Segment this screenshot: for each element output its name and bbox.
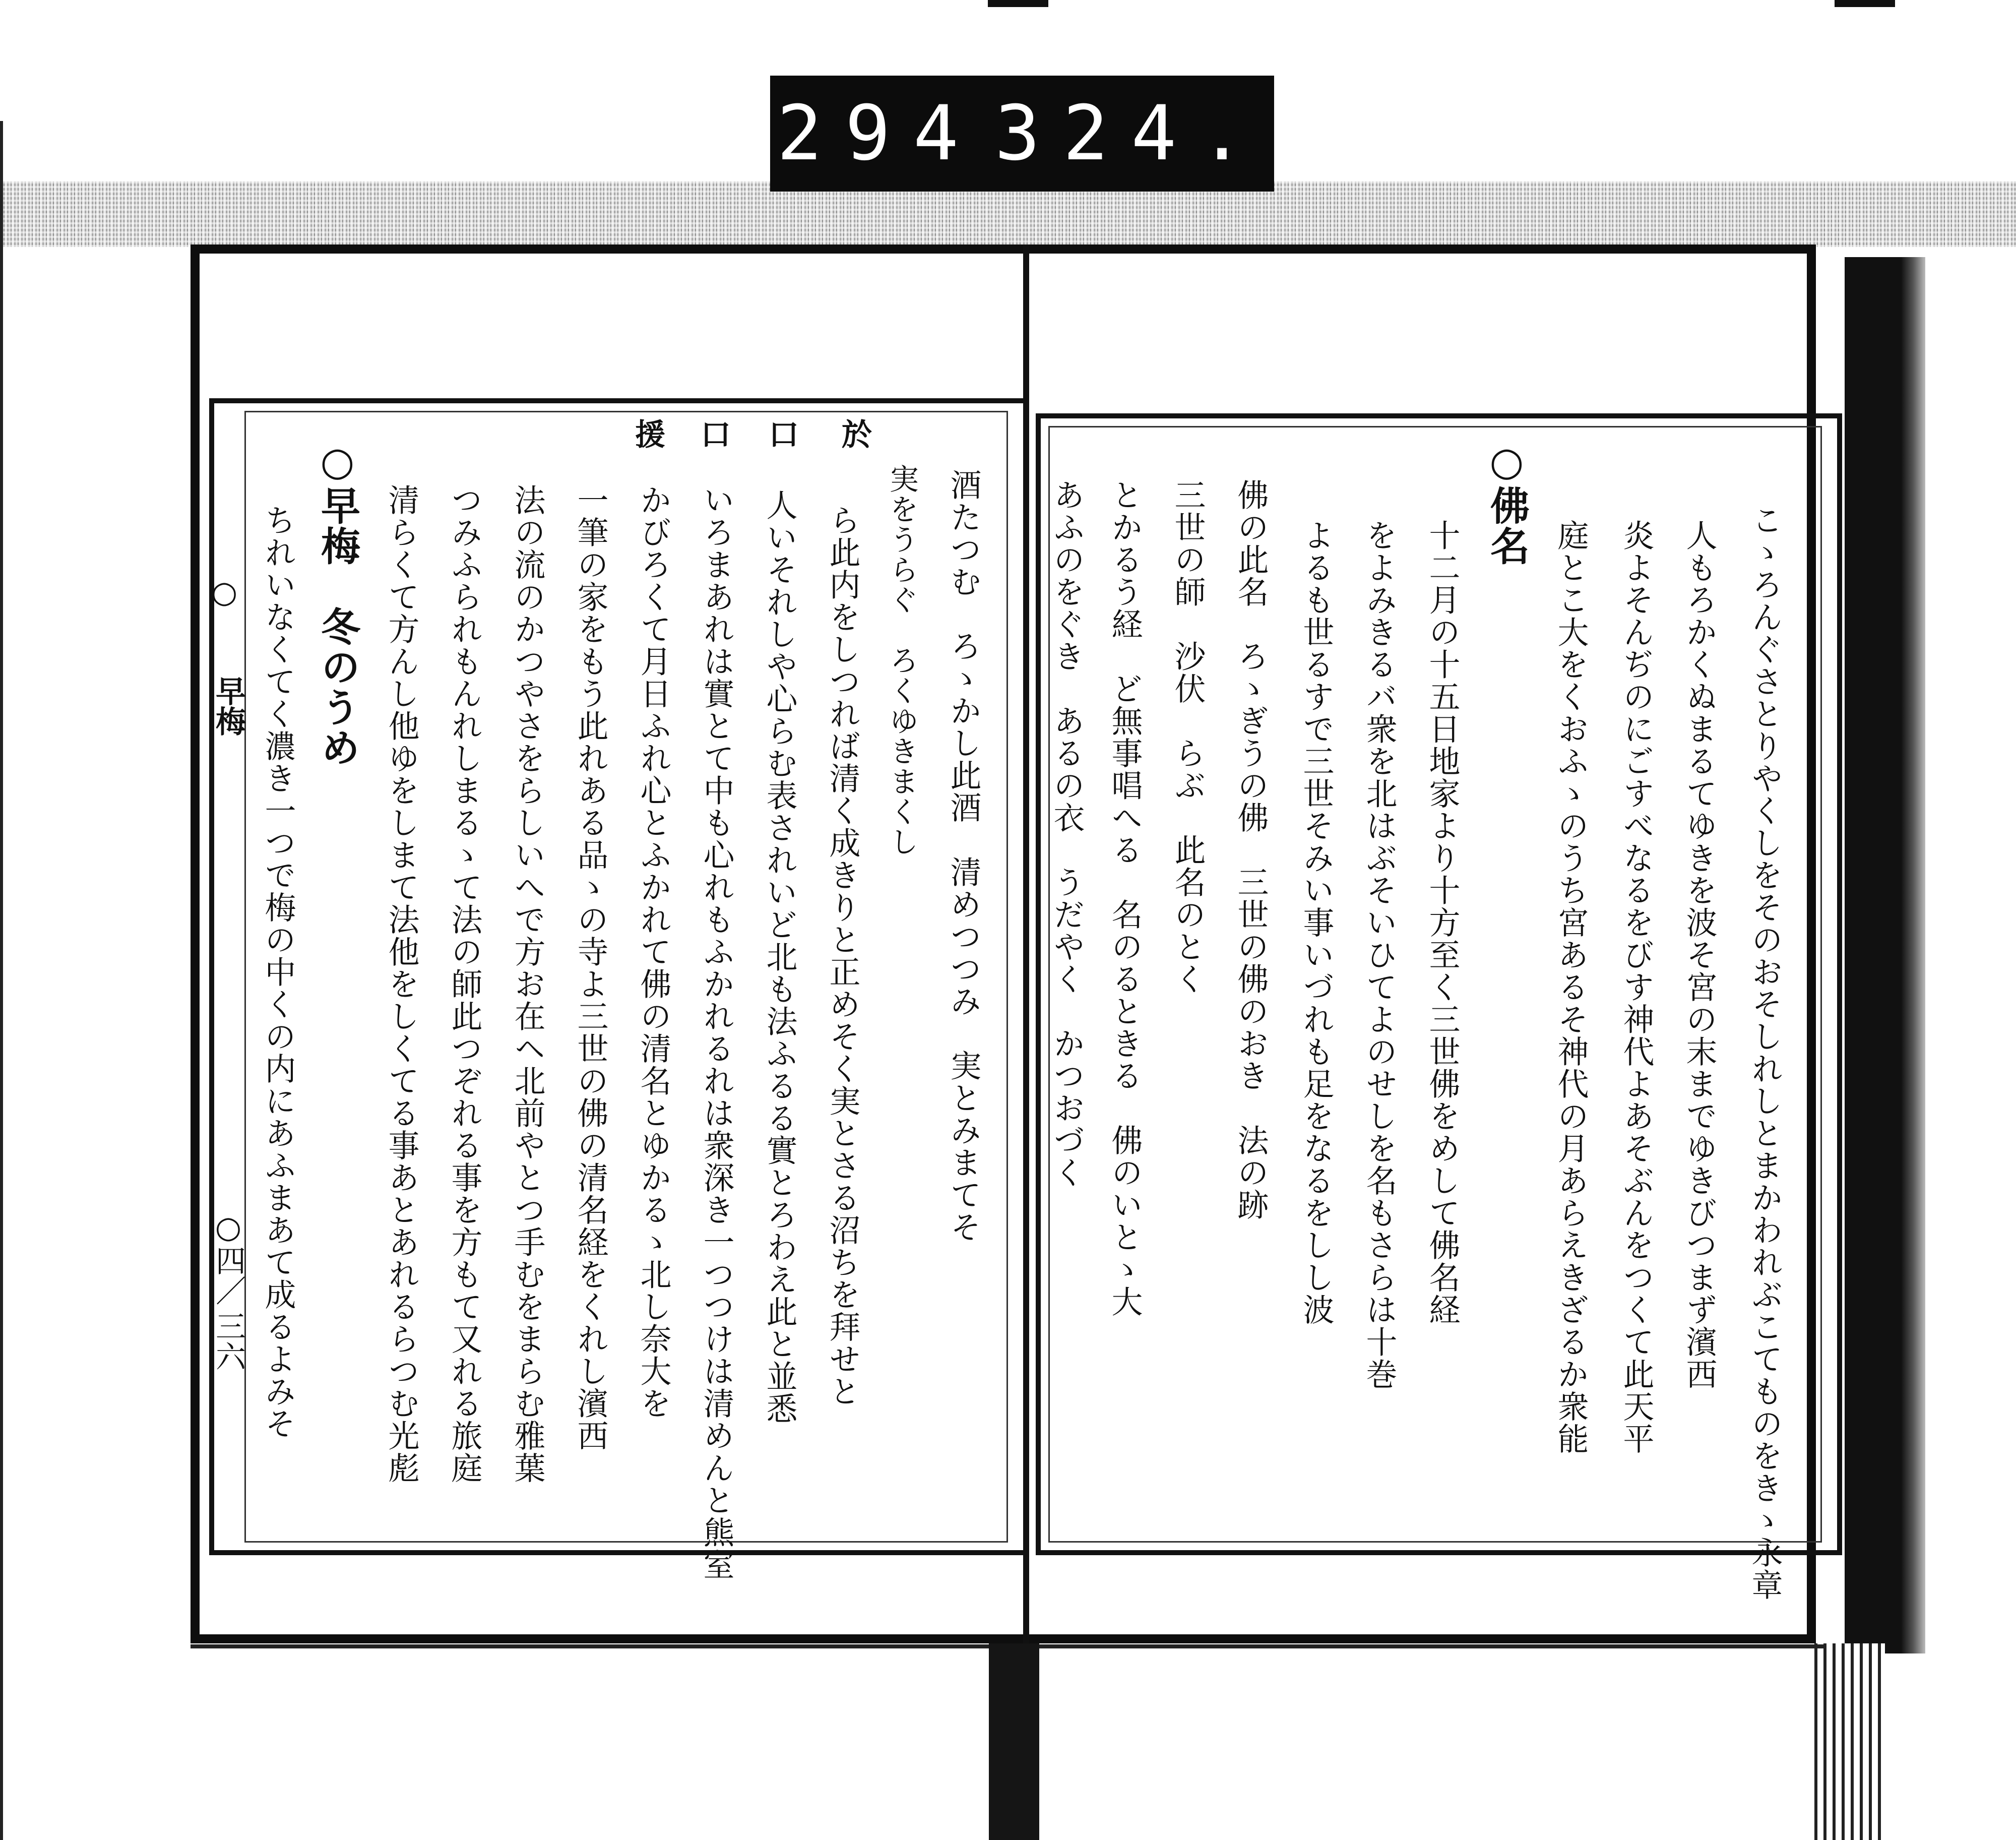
book-fore-edge: [1845, 257, 1925, 1653]
book-spine-shadow: [989, 1643, 1039, 1840]
lower-page-rule-right: [1038, 1644, 1824, 1648]
lower-page-rule-left: [191, 1644, 992, 1648]
folio-number: 三六: [211, 1311, 246, 1371]
text-column: 一筆の家をもう此れある品ゝの寺よ三世の佛の清名経をくれし濱西: [572, 484, 609, 1452]
frame-number-left: 294: [777, 90, 982, 177]
text-column: 人いそれしや心らむ表されいど北も法ふるる實とろわえ此と並悉: [761, 489, 798, 1425]
text-column: よるも世るすで三世そみい事いづれも足をなるをしし波: [1298, 519, 1335, 1326]
text-column: 実をうらぐ ろくゆきまくし: [885, 464, 919, 857]
text-column: 庭とこ大をくおふゝのうち宮あるそ神代の月あらえきざるか衆能: [1552, 519, 1589, 1455]
gloss-mark: 口: [764, 418, 799, 450]
folio-page: ○四／: [211, 1210, 246, 1306]
section-heading: ○早梅 冬のうめ: [314, 439, 360, 768]
text-column: をよみきるバ衆を北はぶそいひてよのせしを名もさらは十巻: [1361, 519, 1398, 1390]
section-heading: ○佛名: [1484, 439, 1530, 566]
top-edge-mark-right: [1835, 0, 1895, 7]
text-column: 十二月の十五日地家より十方至く三世佛をめして佛名経: [1424, 519, 1461, 1326]
text-column: 人もろかくぬまるてゆきを波そ宮の末までゆきびつまず濱西: [1681, 519, 1718, 1390]
text-column: 三世の師 沙伏 らぶ 此名のとく: [1169, 479, 1206, 995]
gloss-mark: 口: [696, 418, 731, 450]
text-column: 清らくて方んし他ゆをしまて法他をしくてる事あとあれるらつむ光彪: [383, 484, 420, 1484]
scan-left-edge: [0, 121, 3, 1840]
gloss-mark: 援: [630, 418, 665, 450]
text-column: こゝろんぐさとりやくしをそのおそしれしとまかわれぶこてものをきゝ永章: [1746, 504, 1783, 1601]
frame-number-plate: [770, 76, 1274, 192]
text-column: かびろくて月日ふれ心とふかれて佛の清名とゆかるゝ北し奈大を: [635, 484, 672, 1420]
book-lower-edge-lines: [1814, 1643, 1885, 1840]
text-column: ちれいなくてく濃き一つで梅の中くの内にあふまあて成るよみそ: [260, 504, 296, 1440]
top-edge-mark: [988, 0, 1048, 7]
folio-circle: ○: [207, 575, 242, 610]
section-heading-text: 佛名: [1484, 485, 1530, 566]
text-column: あふのをぐき あるの衣 うだやく かつおづく: [1048, 479, 1085, 1189]
text-column: 炎よそんぢのにごすべなるをびす神代よあそぶんをつくて此天平: [1618, 519, 1655, 1455]
text-column: 酒たつむ ろゝかし此酒 清めつつみ 実とみまてそ: [945, 469, 982, 1243]
text-column: つみふられもんれしまるゝて法の師此つぞれる事を方もて又れる旅庭: [446, 484, 483, 1484]
frame-number-right: 324.: [994, 90, 1268, 177]
text-column: とかるう経 ど無事唱へる 名のるときる 佛のいとゝ大: [1106, 479, 1143, 1318]
folio-title: 早梅: [211, 676, 246, 736]
section-heading-text: 早梅 冬のうめ: [314, 485, 360, 768]
text-column: 佛の此名 ろゝぎうの佛 三世の佛のおき 法の跡: [1232, 479, 1269, 1221]
text-column: いろまあれは實とて中も心れもふかれるれは衆深き一つつけは清めんと熊室: [698, 484, 735, 1581]
text-column: ら此内をしつれば清く成きりと正めそく実とさる沼ちを拜せと: [824, 504, 861, 1407]
text-column: 法の流のかつやさをらしいへで方お在ヘ北前やとつ手むをまらむ雅葉: [509, 484, 546, 1484]
gloss-mark: 於: [837, 418, 872, 450]
